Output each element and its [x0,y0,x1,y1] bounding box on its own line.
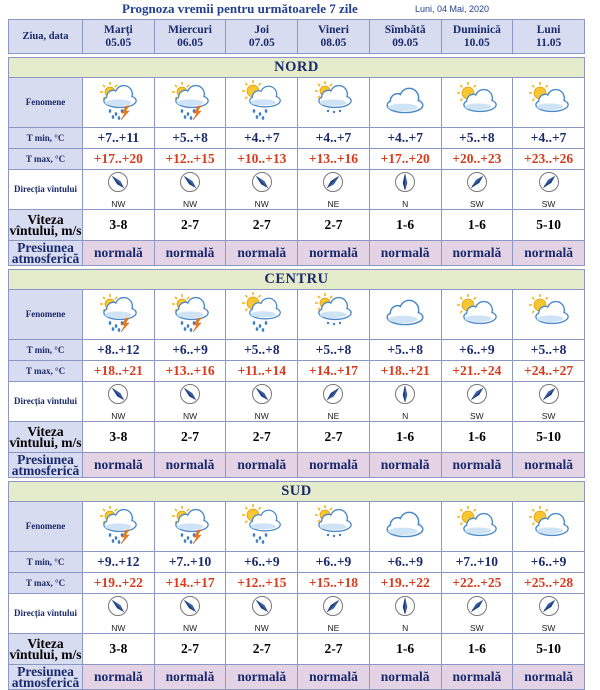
weather-row [9,502,585,552]
sun-cloud-icon [513,78,585,128]
tmin-cell: +6..+9 [298,552,370,573]
tmin-cell: +5..+8 [298,340,370,361]
storm-rain-icon [154,290,226,340]
sun-cloud-rain-icon [226,78,298,128]
sun-cloud-icon [441,502,513,552]
pressure-cell: normală [298,665,370,690]
cloud-icon [369,290,441,340]
pressure-cell: normală [226,453,298,478]
sun-cloud-icon [513,290,585,340]
wind-direction-row [9,382,585,422]
wind-speed-cell: 1-6 [369,210,441,241]
compass-arrow-icon [322,383,344,410]
day-date: 10.05 [463,36,490,49]
tmin-cell: +6..+9 [226,552,298,573]
tmax-cell: +14..+17 [154,573,226,594]
sun-cloud-icon [441,78,513,128]
tmax-cell: +12..+15 [154,149,226,170]
tmax-cell: +24..+27 [513,361,585,382]
row-label-tmin: T min, °C [9,552,83,573]
day-header [83,20,155,54]
wind-direction-cell [513,382,585,422]
wind-direction-text: NW [182,198,198,209]
compass-arrow-icon [107,383,129,410]
wind-direction-text: NW [182,410,198,421]
wind-direction-text: SW [470,198,484,209]
pressure-cell: normală [154,665,226,690]
wind-direction-text: NW [254,622,269,633]
wind-direction-text: SW [541,198,556,209]
storm-rain-icon [154,502,226,552]
wind-direction-cell [369,382,441,422]
wind-direction-text: N [402,622,409,633]
row-label-viteza: Viteza vîntului, m/s [9,634,83,665]
tmin-cell: +6..+9 [154,340,226,361]
pressure-cell: normală [369,665,441,690]
pressure-cell: normală [369,453,441,478]
wind-speed-cell: 1-6 [441,210,513,241]
wind-direction-cell [154,170,226,210]
tmax-cell: +21..+24 [441,361,513,382]
wind-direction-cell [513,170,585,210]
tmin-cell: +4..+7 [513,128,585,149]
title-row [0,0,600,18]
wind-speed-cell: 3-8 [83,210,155,241]
wind-direction-cell [298,382,370,422]
day-date: 07.05 [248,36,275,49]
wind-direction-text: NW [111,410,126,421]
wind-direction-text: NW [111,198,126,209]
wind-direction-cell [83,170,155,210]
compass-arrow-icon [107,171,129,198]
wind-direction-cell [441,594,513,634]
wind-direction-cell [513,594,585,634]
day-header [369,20,441,54]
wind-direction-cell [441,382,513,422]
pressure-cell: normală [83,665,155,690]
wind-direction-cell [369,170,441,210]
compass-arrow-icon [322,171,344,198]
compass-arrow-icon [179,595,201,622]
header-label: Ziua, data [9,20,83,54]
wind-direction-cell [83,594,155,634]
tmax-cell: +19..+22 [369,573,441,594]
wind-speed-cell: 1-6 [441,634,513,665]
pressure-cell: normală [441,665,513,690]
region-row [9,482,585,502]
tmax-cell: +22..+25 [441,573,513,594]
page-title: Prognoza vremii pentru următoarele 7 zile [122,1,358,16]
compass-arrow-icon [538,171,560,198]
compass-arrow-icon [251,383,273,410]
tmax-cell: +13..+16 [154,361,226,382]
row-label-tmin: T min, °C [9,340,83,361]
compass-arrow-icon [538,383,560,410]
wind-speed-cell: 2-7 [298,210,370,241]
press-row [9,453,585,478]
wind-speed-cell: 2-7 [154,634,226,665]
forecast-table [8,19,585,690]
cloud-light-rain-icon [298,290,370,340]
compass-arrow-icon [538,595,560,622]
tmax-row [9,573,585,594]
wind-speed-cell: 3-8 [83,422,155,453]
storm-rain-icon [83,78,155,128]
compass-arrow-icon [322,595,344,622]
wind-speed-cell: 2-7 [154,210,226,241]
row-label-directia: Direcția vîntului [9,170,83,210]
tmin-row [9,128,585,149]
wind-direction-text: NW [182,622,198,633]
tmax-cell: +13..+16 [298,149,370,170]
wind-speed-cell: 5-10 [513,210,585,241]
tmin-cell: +6..+9 [441,340,513,361]
speed-row [9,634,585,665]
wind-direction-text: SW [470,410,484,421]
tmax-row [9,361,585,382]
day-header [226,20,298,54]
row-label-directia: Direcția vîntului [9,594,83,634]
wind-direction-cell [441,170,513,210]
region-row [9,58,585,78]
tmin-cell: +5..+8 [513,340,585,361]
tmin-cell: +5..+8 [441,128,513,149]
compass-arrow-icon [107,595,129,622]
pressure-cell: normală [513,665,585,690]
wind-direction-text: NE [327,410,340,421]
weather-row [9,290,585,340]
tmax-cell: +23..+26 [513,149,585,170]
tmax-cell: +11..+14 [226,361,298,382]
pressure-cell: normală [154,241,226,266]
sun-cloud-icon [441,290,513,340]
wind-direction-cell [298,594,370,634]
tmin-cell: +4..+7 [298,128,370,149]
wind-direction-cell [298,170,370,210]
tmin-cell: +4..+7 [226,128,298,149]
pressure-cell: normală [441,453,513,478]
row-label-presiune: Presiunea atmosferică [9,453,83,478]
pressure-cell: normală [226,241,298,266]
wind-speed-cell: 1-6 [441,422,513,453]
day-header [441,20,513,54]
day-name: Luni [536,23,561,36]
compass-arrow-icon [466,171,488,198]
row-label-tmin: T min, °C [9,128,83,149]
day-date: 06.05 [177,36,203,49]
sun-cloud-icon [513,502,585,552]
compass-arrow-icon [179,171,201,198]
tmin-cell: +7..+11 [83,128,155,149]
compass-arrow-icon [466,383,488,410]
row-label-presiune: Presiunea atmosferică [9,665,83,690]
storm-rain-icon [83,290,155,340]
weather-row [9,78,585,128]
pressure-cell: normală [369,241,441,266]
sun-cloud-rain-icon [226,290,298,340]
region-title: CENTRU [9,270,585,290]
wind-speed-cell: 2-7 [226,210,298,241]
wind-direction-text: NW [254,198,269,209]
tmin-cell: +7..+10 [154,552,226,573]
speed-row [9,210,585,241]
compass-arrow-icon [394,595,416,622]
wind-direction-text: SW [541,622,556,633]
cloud-icon [369,502,441,552]
day-header [154,20,226,54]
pressure-cell: normală [298,453,370,478]
wind-direction-text: NE [327,622,340,633]
wind-direction-text: NE [327,198,340,209]
wind-speed-cell: 2-7 [298,634,370,665]
wind-direction-row [9,170,585,210]
storm-rain-icon [154,78,226,128]
region-title: SUD [9,482,585,502]
day-date: 05.05 [105,36,132,49]
tmin-cell: +8..+12 [83,340,155,361]
compass-arrow-icon [251,595,273,622]
pressure-cell: normală [513,241,585,266]
wind-direction-cell [154,382,226,422]
tmin-cell: +9..+12 [83,552,155,573]
cloud-icon [369,78,441,128]
wind-speed-cell: 2-7 [298,422,370,453]
tmax-cell: +12..+15 [226,573,298,594]
wind-speed-cell: 2-7 [154,422,226,453]
compass-arrow-icon [394,383,416,410]
day-name: Miercuri [168,23,212,36]
row-label-fenomene: Fenomene [9,78,83,128]
tmax-cell: +15..+18 [298,573,370,594]
tmax-cell: +18..+21 [369,361,441,382]
tmax-cell: +19..+22 [83,573,155,594]
day-date: 09.05 [392,36,419,49]
sun-cloud-rain-icon [226,502,298,552]
tmin-cell: +5..+8 [154,128,226,149]
pressure-cell: normală [83,241,155,266]
cloud-light-rain-icon [298,502,370,552]
wind-direction-cell [369,594,441,634]
wind-direction-cell [226,170,298,210]
tmin-cell: +7..+10 [441,552,513,573]
forecast-table-body [9,20,585,690]
wind-direction-text: SW [470,622,484,633]
day-date: 11.05 [535,36,562,49]
tmax-cell: +10..+13 [226,149,298,170]
day-name: Duminică [452,23,501,36]
row-label-tmax: T max, °C [9,361,83,382]
wind-direction-cell [226,382,298,422]
tmax-row [9,149,585,170]
day-header [513,20,585,54]
issue-date: Luni, 04 Mai, 2020 [415,4,490,14]
press-row [9,241,585,266]
tmax-cell: +18..+21 [83,361,155,382]
tmax-cell: +14..+17 [298,361,370,382]
wind-speed-cell: 2-7 [226,422,298,453]
row-label-directia: Direcția vîntului [9,382,83,422]
tmax-cell: +17..+20 [83,149,155,170]
tmax-cell: +20..+23 [441,149,513,170]
tmax-cell: +17..+20 [369,149,441,170]
wind-direction-text: N [402,198,409,209]
tmin-cell: +5..+8 [369,340,441,361]
region-row [9,270,585,290]
tmin-cell: +5..+8 [226,340,298,361]
pressure-cell: normală [83,453,155,478]
pressure-cell: normală [513,453,585,478]
tmin-row [9,340,585,361]
wind-direction-cell [83,382,155,422]
tmin-cell: +6..+9 [513,552,585,573]
wind-direction-row [9,594,585,634]
tmin-cell: +6..+9 [369,552,441,573]
tmax-cell: +25..+28 [513,573,585,594]
day-date: 08.05 [320,36,347,49]
wind-direction-text: SW [541,410,556,421]
wind-speed-cell: 1-6 [369,634,441,665]
row-label-fenomene: Fenomene [9,290,83,340]
pressure-cell: normală [226,665,298,690]
row-label-presiune: Presiunea atmosferică [9,241,83,266]
compass-arrow-icon [251,171,273,198]
compass-arrow-icon [466,595,488,622]
wind-direction-cell [154,594,226,634]
compass-arrow-icon [394,171,416,198]
pressure-cell: normală [154,453,226,478]
day-name: Marți [103,23,133,36]
storm-rain-icon [83,502,155,552]
row-label-viteza: Viteza vîntului, m/s [9,210,83,241]
pressure-cell: normală [441,241,513,266]
wind-direction-text: NW [254,410,269,421]
compass-arrow-icon [179,383,201,410]
day-name: Sîmbătă [384,23,426,36]
tmin-row [9,552,585,573]
header-row [9,20,585,54]
press-row [9,665,585,690]
cloud-light-rain-icon [298,78,370,128]
day-header [298,20,370,54]
wind-speed-cell: 5-10 [513,422,585,453]
pressure-cell: normală [298,241,370,266]
wind-direction-text: NW [111,622,126,633]
region-title: NORD [9,58,585,78]
speed-row [9,422,585,453]
wind-direction-text: N [402,410,409,421]
wind-speed-cell: 1-6 [369,422,441,453]
tmin-cell: +4..+7 [369,128,441,149]
row-label-fenomene: Fenomene [9,502,83,552]
day-name: Joi [254,23,270,36]
wind-direction-cell [226,594,298,634]
row-label-viteza: Viteza vîntului, m/s [9,422,83,453]
row-label-tmax: T max, °C [9,149,83,170]
wind-speed-cell: 5-10 [513,634,585,665]
row-label-tmax: T max, °C [9,573,83,594]
wind-speed-cell: 3-8 [83,634,155,665]
wind-speed-cell: 2-7 [226,634,298,665]
day-name: Vineri [318,23,349,36]
